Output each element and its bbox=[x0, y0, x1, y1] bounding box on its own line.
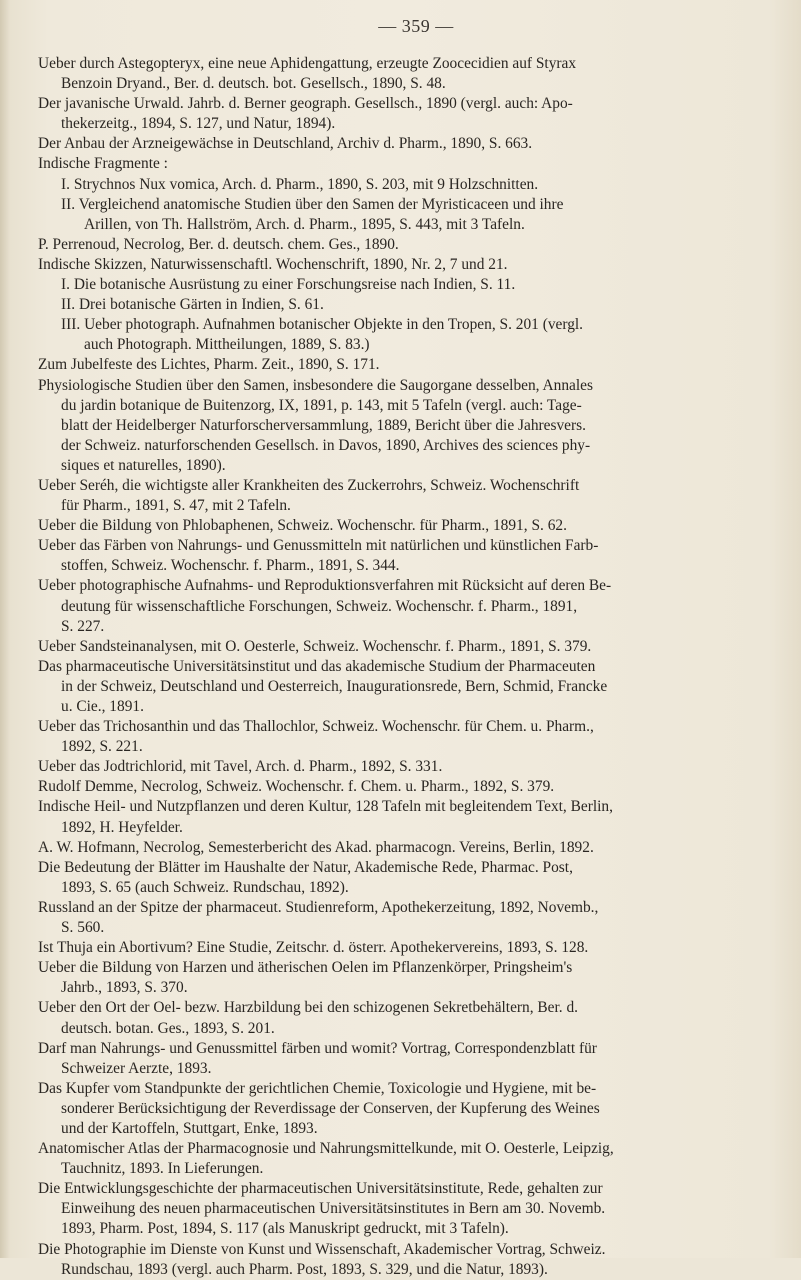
entry-line: A. W. Hofmann, Necrolog, Semesterbericht des Akad. pharmacogn. Vereins, Berlin, 1892. bbox=[38, 838, 594, 856]
bibliography-subentry bbox=[38, 275, 778, 295]
entry-line: Ist Thuja ein Abortivum? Eine Studie, Zeitschr. d. österr. Apothekervereins, 1893, S. 128. bbox=[38, 939, 589, 957]
bibliography-entry bbox=[38, 958, 778, 998]
entry-line: Tauchnitz, 1893. In Lieferungen. bbox=[61, 1160, 264, 1178]
entry-line: I. Strychnos Nux vomica, Arch. d. Pharm., 1890, S. 203, mit 9 Holzschnitten. bbox=[61, 175, 539, 193]
bibliography-entry bbox=[38, 576, 778, 636]
entry-line: Ueber das Trichosanthin und das Thallochlor, Schweiz. Wochenschr. für Chem. u. Pharm., bbox=[38, 718, 594, 736]
entry-line: 1893, Pharm. Post, 1894, S. 117 (als Manuskript gedruckt, mit 3 Tafeln). bbox=[61, 1220, 509, 1238]
bibliography-entry bbox=[38, 657, 778, 717]
bibliography-entry bbox=[38, 1039, 778, 1079]
bibliography-subentry bbox=[38, 315, 778, 355]
entry-line: Rundschau, 1893 (vergl. auch Pharm. Post, 1893, S. 329, und die Natur, 1893). bbox=[61, 1260, 548, 1278]
bibliography-entry bbox=[38, 998, 778, 1038]
entry-line: Jahrb., 1893, S. 370. bbox=[61, 979, 188, 997]
entry-line: Rudolf Demme, Necrolog, Schweiz. Wochenschr. f. Chem. u. Pharm., 1892, S. 379. bbox=[38, 778, 555, 796]
bibliography-entry bbox=[38, 255, 778, 275]
entry-line: Arillen, von Th. Hallström, Arch. d. Pharm., 1895, S. 443, mit 3 Tafeln. bbox=[84, 215, 525, 233]
entry-line: Anatomischer Atlas der Pharmacognosie und Nahrungsmittelkunde, mit O. Oesterle, Leipzig, bbox=[38, 1140, 614, 1158]
entry-line: Zum Jubelfeste des Lichtes, Pharm. Zeit., 1890, S. 171. bbox=[38, 356, 380, 374]
bibliography-entry bbox=[38, 838, 778, 858]
entry-line: 1892, S. 221. bbox=[61, 738, 143, 756]
bibliography-entry bbox=[38, 54, 778, 94]
bibliography-entry bbox=[38, 94, 778, 134]
entry-line: thekerzeitg., 1894, S. 127, und Natur, 1894). bbox=[61, 115, 336, 133]
entry-line: Indische Heil- und Nutzpflanzen und deren Kultur, 128 Tafeln mit begleitendem Text, Berlin, bbox=[38, 798, 613, 816]
entry-line: du jardin botanique de Buitenzorg, IX, 1891, p. 143, mit 5 Tafeln (vergl. auch: Tage- bbox=[61, 396, 582, 414]
entry-line: Ueber den Ort der Oel- bezw. Harzbildung bei den schizogenen Sekretbehältern, Ber. d. bbox=[38, 999, 579, 1017]
bibliography-entry bbox=[38, 1240, 778, 1280]
entry-line: Ueber das Färben von Nahrungs- und Genussmitteln mit natürlichen und künstlichen Farb- bbox=[38, 537, 599, 555]
entry-line: und der Kartoffeln, Stuttgart, Enke, 1893. bbox=[61, 1119, 318, 1137]
bibliography-entry bbox=[38, 858, 778, 898]
bibliography-entry bbox=[38, 898, 778, 938]
bibliography-entry bbox=[38, 757, 778, 777]
bibliography-entry bbox=[38, 1179, 778, 1239]
bibliography-subentry bbox=[38, 295, 778, 315]
bibliography-subentry bbox=[38, 195, 778, 235]
entry-line: Physiologische Studien über den Samen, insbesondere die Saugorgane desselben, Annales bbox=[38, 376, 593, 394]
entry-line: deutung für wissenschaftliche Forschungen, Schweiz. Wochenschr. f. Pharm., 1891, bbox=[61, 597, 578, 615]
entry-line: Indische Skizzen, Naturwissenschaftl. Wochenschrift, 1890, Nr. 2, 7 und 21. bbox=[38, 255, 508, 273]
entry-line: Darf man Nahrungs- und Genussmittel färben und womit? Vortrag, Correspondenzblatt für bbox=[38, 1039, 597, 1057]
entry-line: Ueber photographische Aufnahms- und Reproduktionsverfahren mit Rücksicht auf deren Be- bbox=[38, 577, 612, 595]
bibliography-entry bbox=[38, 938, 778, 958]
entry-line: Die Photographie im Dienste von Kunst und Wissenschaft, Akademischer Vortrag, Schweiz. bbox=[38, 1240, 606, 1258]
entry-line: Ueber Seréh, die wichtigste aller Krankheiten des Zuckerrohrs, Schweiz. Wochenschrift bbox=[38, 476, 580, 494]
bibliography-entry bbox=[38, 1139, 778, 1179]
entry-line: auch Photograph. Mittheilungen, 1889, S. 83.) bbox=[84, 336, 370, 354]
bibliography-entry bbox=[38, 376, 778, 476]
entry-line: Ueber durch Astegopteryx, eine neue Aphidengattung, erzeugte Zoocecidien auf Styrax bbox=[38, 55, 577, 72]
entry-line: II. Drei botanische Gärten in Indien, S. 61. bbox=[61, 296, 324, 314]
entry-line: blatt der Heidelberger Naturforscherversammlung, 1889, Bericht über die Jahresvers. bbox=[61, 416, 586, 434]
entry-line: I. Die botanische Ausrüstung zu einer Forschungsreise nach Indien, S. 11. bbox=[61, 276, 516, 294]
entry-line: für Pharm., 1891, S. 47, mit 2 Tafeln. bbox=[61, 497, 291, 515]
entry-line: u. Cie., 1891. bbox=[61, 698, 144, 715]
bibliography-entry bbox=[38, 536, 778, 576]
entry-line: Ueber die Bildung von Phlobaphenen, Schweiz. Wochenschr. für Pharm., 1891, S. 62. bbox=[38, 517, 567, 535]
entry-line: in der Schweiz, Deutschland und Oesterreich, Inaugurationsrede, Bern, Schmid, Francke bbox=[61, 677, 608, 695]
entry-line: Schweizer Aerzte, 1893. bbox=[61, 1059, 212, 1077]
entry-line: Ueber Sandsteinanalysen, mit O. Oesterle, Schweiz. Wochenschr. f. Pharm., 1891, S. 379. bbox=[38, 637, 592, 655]
entry-line: Das pharmaceutische Universitätsinstitut und das akademische Studium der Pharmaceuten bbox=[38, 657, 596, 675]
entry-line: stoffen, Schweiz. Wochenschr. f. Pharm., 1891, S. 344. bbox=[61, 557, 400, 575]
entry-line: Die Entwicklungsgeschichte der pharmaceutischen Universitätsinstitute, Rede, gehalten zur bbox=[38, 1180, 603, 1198]
page-edge-shadow bbox=[0, 0, 10, 1258]
bibliography-entry bbox=[38, 134, 778, 154]
bibliography-entry bbox=[38, 797, 778, 837]
entry-line: siques et naturelles, 1890). bbox=[61, 456, 226, 474]
entry-line: 1892, H. Heyfelder. bbox=[61, 818, 183, 836]
bibliography-entry bbox=[38, 516, 778, 536]
entry-line: Ueber das Jodtrichlorid, mit Tavel, Arch. d. Pharm., 1892, S. 331. bbox=[38, 758, 443, 776]
entry-line: Der Anbau der Arzneigewächse in Deutschland, Archiv d. Pharm., 1890, S. 663. bbox=[38, 135, 533, 153]
bibliography-entry bbox=[38, 476, 778, 516]
entry-line: deutsch. botan. Ges., 1893, S. 201. bbox=[61, 1019, 275, 1037]
entry-line: Benzoin Dryand., Ber. d. deutsch. bot. Gesellsch., 1890, S. 48. bbox=[61, 75, 446, 93]
entry-line: Der javanische Urwald. Jahrb. d. Berner geograph. Gesellsch., 1890 (vergl. auch: Apo- bbox=[38, 95, 573, 113]
entry-line: S. 227. bbox=[61, 617, 105, 635]
bibliography-entry bbox=[38, 637, 778, 657]
entry-line: II. Vergleichend anatomische Studien über den Samen der Myristicaceen und ihre bbox=[61, 195, 564, 213]
entry-line: Indische Fragmente : bbox=[38, 155, 168, 173]
entry-line: Einweihung des neuen pharmaceutischen Universitätsinstitutes in Bern am 30. Novemb. bbox=[61, 1200, 606, 1218]
entry-line: sonderer Berücksichtigung der Reverdissage der Conserven, der Kupferung des Weines bbox=[61, 1099, 600, 1117]
entry-line: Die Bedeutung der Blätter im Haushalte der Natur, Akademische Rede, Pharmac. Post, bbox=[38, 858, 573, 876]
bibliography-entry bbox=[38, 154, 778, 174]
bibliography-entry bbox=[38, 777, 778, 797]
entry-line: III. Ueber photograph. Aufnahmen botanischer Objekte in den Tropen, S. 201 (vergl. bbox=[61, 316, 584, 334]
bibliography-list bbox=[38, 54, 778, 1280]
entry-line: Das Kupfer vom Standpunkte der gerichtlichen Chemie, Toxicologie und Hygiene, mit be- bbox=[38, 1079, 597, 1097]
entry-line: der Schweiz. naturforschenden Gesellsch. in Davos, 1890, Archives des sciences phy- bbox=[61, 436, 591, 454]
bibliography-entry bbox=[38, 717, 778, 757]
bibliography-entry bbox=[38, 235, 778, 255]
bibliography-entry bbox=[38, 1079, 778, 1139]
bibliography-subentry bbox=[38, 175, 778, 195]
entry-line: S. 560. bbox=[61, 919, 105, 937]
entry-line: 1893, S. 65 (auch Schweiz. Rundschau, 1892). bbox=[61, 878, 349, 896]
page-number: — 359 — bbox=[378, 16, 454, 36]
entry-line: P. Perrenoud, Necrolog, Ber. d. deutsch. chem. Ges., 1890. bbox=[38, 235, 399, 253]
entry-line: Russland an der Spitze der pharmaceut. Studienreform, Apothekerzeitung, 1892, Novemb., bbox=[38, 898, 599, 916]
bibliography-entry bbox=[38, 355, 778, 375]
entry-line: Ueber die Bildung von Harzen und ätherischen Oelen im Pflanzenkörper, Pringsheim's bbox=[38, 959, 573, 977]
